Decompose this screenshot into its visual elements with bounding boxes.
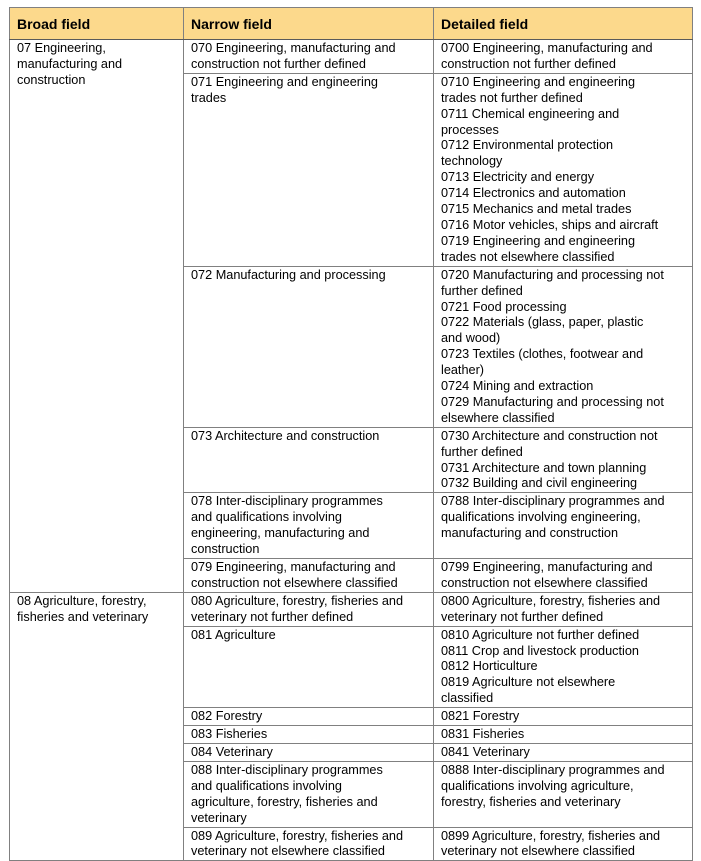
narrow-field-cell (184, 743, 434, 761)
detailed-field-cell (434, 626, 693, 708)
detailed-field-cell-line: 0724 Mining and extraction (441, 379, 594, 394)
narrow-field-cell (184, 592, 434, 626)
detailed-field-cell-line: 0710 Engineering and engineering (441, 74, 635, 89)
narrow-field-cell-line: 079 Engineering, manufacturing and (191, 560, 396, 574)
broad-field-cell-line: 08 Agriculture, forestry, (17, 593, 147, 608)
narrow-field-cell-line: and qualifications involving (191, 510, 342, 525)
detailed-field-cell-line: trades not elsewhere classified (441, 249, 615, 264)
narrow-field-cell (184, 708, 434, 726)
detailed-field-cell-line: and wood) (441, 331, 501, 346)
detailed-field-cell (434, 708, 693, 726)
narrow-field-cell-line: 089 Agriculture, forestry, fisheries and (191, 828, 404, 843)
broad-field-cell (10, 40, 184, 593)
detailed-field-cell (434, 73, 693, 266)
detailed-field-cell-line: processes (441, 122, 499, 137)
detailed-field-cell (434, 427, 693, 493)
detailed-field-cell-line: technology (441, 154, 503, 169)
narrow-field-cell-line: 081 Agriculture (191, 627, 276, 642)
detailed-field-cell-line: 0812 Horticulture (441, 659, 538, 674)
narrow-field-cell-line: 070 Engineering, manufacturing and (191, 41, 396, 55)
broad-field-header: Broad field (10, 8, 184, 40)
detailed-field-cell-line: 0841 Veterinary (441, 744, 530, 759)
detailed-field-cell (434, 827, 693, 861)
detailed-field-cell (434, 266, 693, 427)
narrow-field-cell-line: engineering, manufacturing and (191, 526, 370, 541)
narrow-field-cell (184, 827, 434, 861)
detailed-field-cell (434, 743, 693, 761)
detailed-field-cell-line: 0712 Environmental protection (441, 138, 614, 153)
detailed-field-cell-line: leather) (441, 363, 485, 378)
detailed-field-cell (434, 493, 693, 559)
detailed-field-cell-line: 0714 Electronics and automation (441, 186, 626, 201)
detailed-field-cell-line: 0715 Mechanics and metal trades (441, 202, 632, 217)
narrow-field-cell (184, 726, 434, 744)
narrow-field-cell (184, 427, 434, 493)
broad-field-cell-line: manufacturing and (17, 56, 123, 71)
detailed-field-cell-line: 0719 Engineering and engineering (441, 233, 635, 248)
detailed-field-cell (434, 559, 693, 593)
detailed-field-cell-line: 0713 Electricity and energy (441, 170, 595, 185)
header-row (10, 8, 693, 40)
detailed-field-cell-line: 0720 Manufacturing and processing not (441, 267, 664, 282)
table-row (10, 40, 693, 74)
detailed-field-cell-line: 0819 Agriculture not elsewhere (441, 675, 616, 690)
broad-field-cell-line: construction (17, 72, 86, 87)
detailed-field-cell-line: 0722 Materials (glass, paper, plastic (441, 315, 644, 330)
narrow-field-cell (184, 40, 434, 74)
table-row (10, 592, 693, 626)
detailed-field-cell-line: elsewhere classified (441, 410, 555, 425)
detailed-field-cell-line: trades not further defined (441, 90, 583, 105)
narrow-field-cell-line: construction not further defined (191, 56, 366, 71)
broad-field-cell (10, 592, 184, 861)
narrow-field-cell-line: veterinary not further defined (191, 609, 354, 624)
isced-fields-table (9, 7, 693, 861)
narrow-field-cell (184, 761, 434, 827)
detailed-field-cell-line: further defined (441, 444, 523, 459)
narrow-field-header: Narrow field (184, 8, 434, 40)
detailed-field-cell-line: 0700 Engineering, manufacturing and (441, 41, 653, 55)
detailed-field-cell-line: classified (441, 691, 494, 706)
detailed-field-cell-line: 0721 Food processing (441, 299, 567, 314)
detailed-field-cell (434, 761, 693, 827)
narrow-field-cell (184, 626, 434, 708)
detailed-field-cell (434, 592, 693, 626)
narrow-field-cell-line: 071 Engineering and engineering (191, 74, 378, 89)
narrow-field-cell-line: 080 Agriculture, forestry, fisheries and (191, 593, 404, 608)
detailed-field-cell-line: veterinary not elsewhere classified (441, 844, 635, 859)
detailed-field-cell-line: 0888 Inter-disciplinary programmes and (441, 762, 665, 777)
detailed-field-cell-line: further defined (441, 283, 523, 298)
detailed-field-cell-line: 0732 Building and civil engineering (441, 476, 638, 491)
detailed-field-header: Detailed field (434, 8, 693, 40)
detailed-field-cell (434, 40, 693, 74)
detailed-field-cell-line: qualifications involving agriculture, (441, 778, 634, 793)
narrow-field-cell-line: veterinary not elsewhere classified (191, 844, 385, 859)
detailed-field-cell-line: 0730 Architecture and construction not (441, 428, 658, 443)
detailed-field-cell-line: veterinary not further defined (441, 609, 604, 624)
narrow-field-cell-line: veterinary (191, 810, 247, 825)
narrow-field-cell-line: and qualifications involving (191, 778, 342, 793)
detailed-field-cell-line: 0729 Manufacturing and processing not (441, 394, 664, 409)
detailed-field-cell (434, 726, 693, 744)
detailed-field-cell-line: 0831 Fisheries (441, 727, 525, 742)
broad-field-cell-line: 07 Engineering, (17, 41, 106, 55)
detailed-field-cell-line: 0810 Agriculture not further defined (441, 627, 640, 642)
detailed-field-cell-line: construction not further defined (441, 56, 616, 71)
table-body (10, 40, 693, 861)
detailed-field-cell-line: manufacturing and construction (441, 526, 619, 541)
narrow-field-cell (184, 73, 434, 266)
broad-field-cell-line: fisheries and veterinary (17, 609, 149, 624)
detailed-field-cell-line: construction not elsewhere classified (441, 575, 648, 590)
detailed-field-cell-line: forestry, fisheries and veterinary (441, 794, 621, 809)
detailed-field-cell-line: 0731 Architecture and town planning (441, 460, 647, 475)
detailed-field-cell-line: 0711 Chemical engineering and (441, 106, 620, 121)
detailed-field-cell-line: 0811 Crop and livestock production (441, 643, 639, 658)
detailed-field-cell-line: 0821 Forestry (441, 709, 520, 724)
detailed-field-cell-line: qualifications involving engineering, (441, 510, 641, 525)
narrow-field-cell-line: 072 Manufacturing and processing (191, 267, 386, 282)
detailed-field-cell-line: 0788 Inter-disciplinary programmes and (441, 494, 665, 509)
narrow-field-cell (184, 559, 434, 593)
narrow-field-cell-line: 084 Veterinary (191, 744, 273, 759)
narrow-field-cell-line: 088 Inter-disciplinary programmes (191, 762, 383, 777)
narrow-field-cell (184, 266, 434, 427)
narrow-field-cell-line: construction (191, 542, 260, 557)
narrow-field-cell-line: construction not elsewhere classified (191, 575, 398, 590)
detailed-field-cell-line: 0800 Agriculture, forestry, fisheries and (441, 593, 661, 608)
narrow-field-cell (184, 493, 434, 559)
detailed-field-cell-line: 0799 Engineering, manufacturing and (441, 560, 653, 574)
narrow-field-cell-line: 083 Fisheries (191, 727, 268, 742)
detailed-field-cell-line: 0723 Textiles (clothes, footwear and (441, 347, 644, 362)
narrow-field-cell-line: 078 Inter-disciplinary programmes (191, 494, 383, 509)
detailed-field-cell-line: 0899 Agriculture, forestry, fisheries and (441, 828, 661, 843)
narrow-field-cell-line: agriculture, forestry, fisheries and (191, 794, 378, 809)
narrow-field-cell-line: 073 Architecture and construction (191, 428, 380, 443)
detailed-field-cell-line: 0716 Motor vehicles, ships and aircraft (441, 217, 659, 232)
narrow-field-cell-line: trades (191, 90, 227, 105)
narrow-field-cell-line: 082 Forestry (191, 709, 263, 724)
